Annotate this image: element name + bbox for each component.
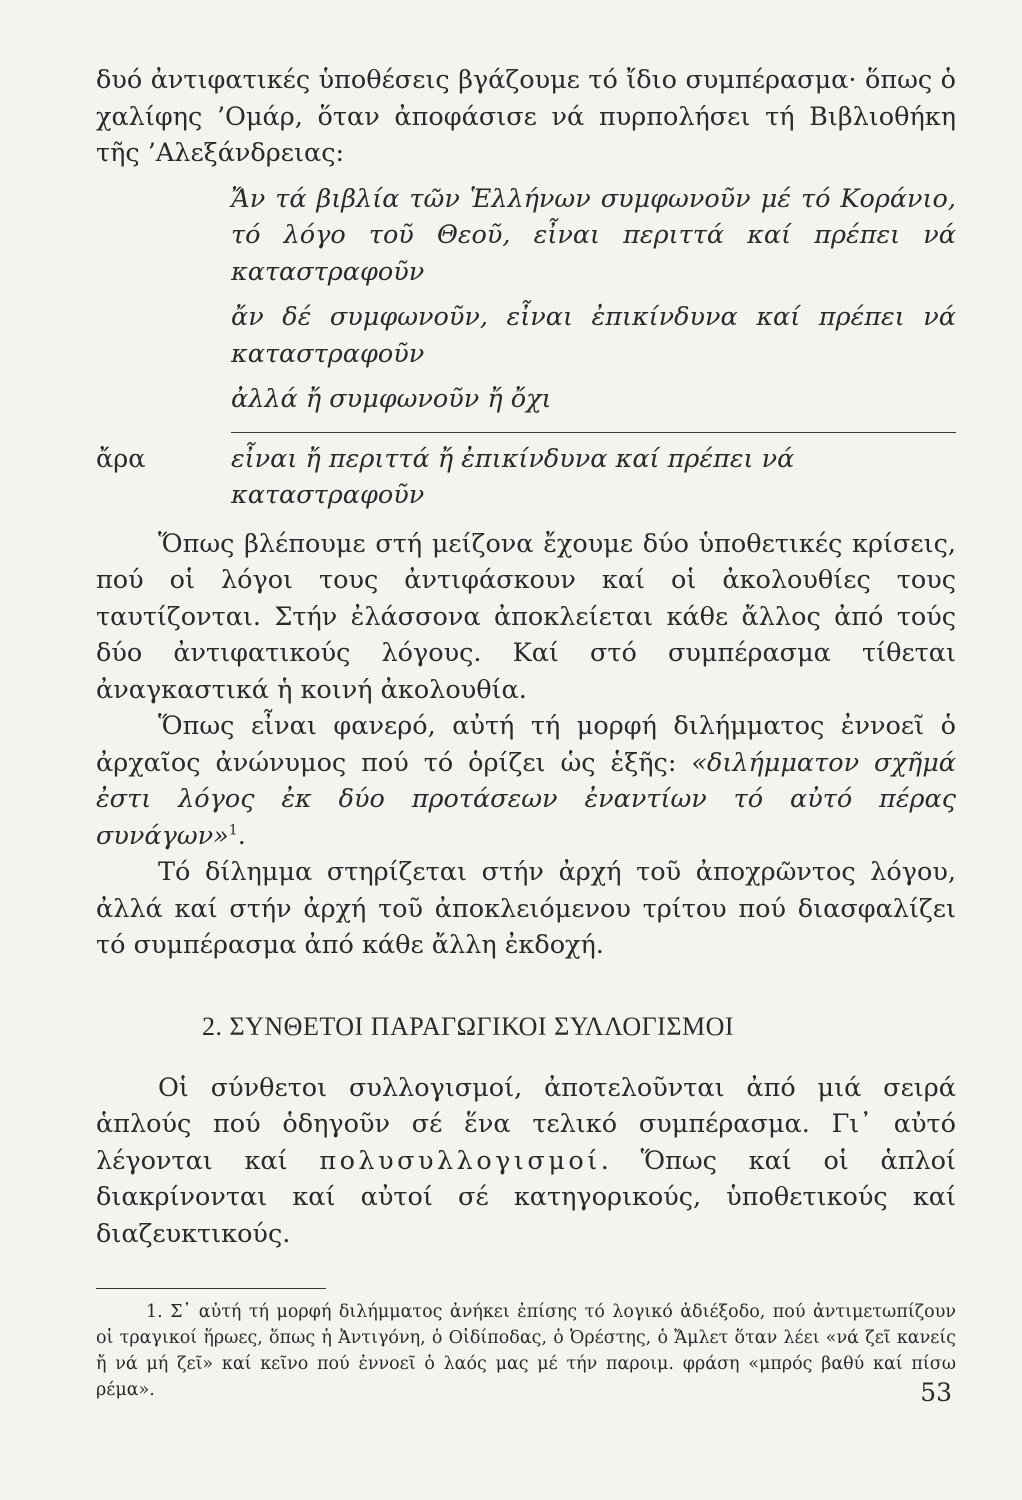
- intro-paragraph: δυό ἀντιφατικές ὑποθέσεις βγάζουμε τό ἴδιο συμπέρασμα· ὅπως ὁ χαλίφης ’Ομάρ, ὅταν ἀποφάσισε νά πυρπολήσει τή Βιβλιοθήκη τῆς ’Αλεξάνδρειας:: [96, 65, 956, 168]
- page-number: 53: [920, 1378, 952, 1407]
- paragraph-definition: [96, 708, 956, 854]
- paragraph-compound: [96, 1070, 956, 1253]
- footnote-divider: [96, 1288, 326, 1289]
- definition-quote: «διλήμματον σχῆμά ἐστι λόγος ἐκ δύο προτάσεων ἐναντίων τό αὐτό πέρας συνάγων»: [96, 747, 956, 851]
- syllogism-block: [96, 181, 956, 514]
- page-content: [96, 62, 956, 1403]
- conclusion-row: [96, 441, 956, 514]
- therefore-label: ἄρα: [96, 443, 146, 474]
- major-premise-2: ἄν δέ συμφωνοῦν, εἶναι ἐπικίνδυνα καί πρέπει νά καταστραφοῦν: [231, 302, 956, 369]
- paragraph-principle: Τό δίλημμα στηρίζεται στήν ἀρχή τοῦ ἀποχρῶντος λόγου, ἀλλά καί στήν ἀρχή τοῦ ἀποκλειόμενου τρίτου πού διασφαλίζει τό συμπέρασμα ἀπό κάθε ἄλλη ἐκδοχή.: [96, 857, 956, 960]
- minor-premise: ἀλλά ἤ συμφωνοῦν ἤ ὄχι: [231, 384, 552, 414]
- compound-text-before: Οἱ σύνθετοι συλλογισμοί, ἀποτελοῦνται ἀπό μιά σειρά ἁπλούς πού ὁδηγοῦν σέ ἕνα τελικό συμπέρασμα. Γι᾽ αὐτό λέγονται καί: [96, 1072, 956, 1176]
- compound-text-after: . Ὅπως καί οἱ ἁπλοί διακρίνονται καί αὐτοί σέ κατηγορικούς, ὑποθετικούς καί διαζευκτικούς.: [96, 1145, 956, 1249]
- definition-text: Ὅπως εἶναι φανερό, αὐτή τή μορφή διλήμματος ἐννοεῖ ὁ ἀρχαῖος ἀνώνυμος πού τό ὁρίζει ὡς ἑξῆς:: [96, 711, 956, 778]
- conclusion-divider: [231, 432, 956, 433]
- compound-term: πολυσυλλογισμοί: [319, 1145, 601, 1176]
- footnote: 1. Σ᾽ αὐτή τή μορφή διλήμματος ἀνήκει ἐπίσης τό λογικό ἀδιέξοδο, πού ἀντιμετωπίζουν οἱ τραγικοί ἥρωες, ὅπως ἡ Ἀντιγόνη, ὁ Οἰδίποδας, ὁ Ὀρέστης, ὁ Ἄμλετ ὅταν λέει «νά ζεῖ κανείς ἤ νά μή ζεῖ» καί κεῖνο πού ἐννοεῖ ὁ λαός μας μέ τήν παροιμ. φράση «μπρός βαθύ καί πίσω ρέμα».: [96, 1302, 956, 1400]
- conclusion-text: εἶναι ἤ περιττά ἤ ἐπικίνδυνα καί πρέπει νά καταστραφοῦν: [231, 443, 795, 510]
- definition-end: .: [237, 820, 246, 851]
- section-heading: 2. ΣΥΝΘΕΤΟΙ ΠΑΡΑΓΩΓΙΚΟΙ ΣΥΛΛΟΓΙΣΜΟΙ: [202, 1011, 735, 1041]
- footnote-reference[interactable]: 1: [228, 822, 238, 838]
- paragraph-analysis: Ὅπως βλέπουμε στή μείζονα ἔχουμε δύο ὑποθετικές κρίσεις, πού οἱ λόγοι τους ἀντιφάσκουν καί οἱ ἀκολουθίες τους ταυτίζονται. Στήν ἐλάσσονα ἀποκλείεται κάθε ἄλλος ἀπό τούς δύο ἀντιφατικούς λόγους. Καί στό συμπέρασμα τίθεται ἀναγκαστικά ἡ κοινή ἀκολουθία.: [96, 528, 956, 705]
- major-premise-1: Ἄν τά βιβλία τῶν Ἑλλήνων συμφωνοῦν μέ τό Κοράνιο, τό λόγο τοῦ Θεοῦ, εἶναι περιττά καί πρέπει νά καταστραφοῦν: [231, 183, 956, 287]
